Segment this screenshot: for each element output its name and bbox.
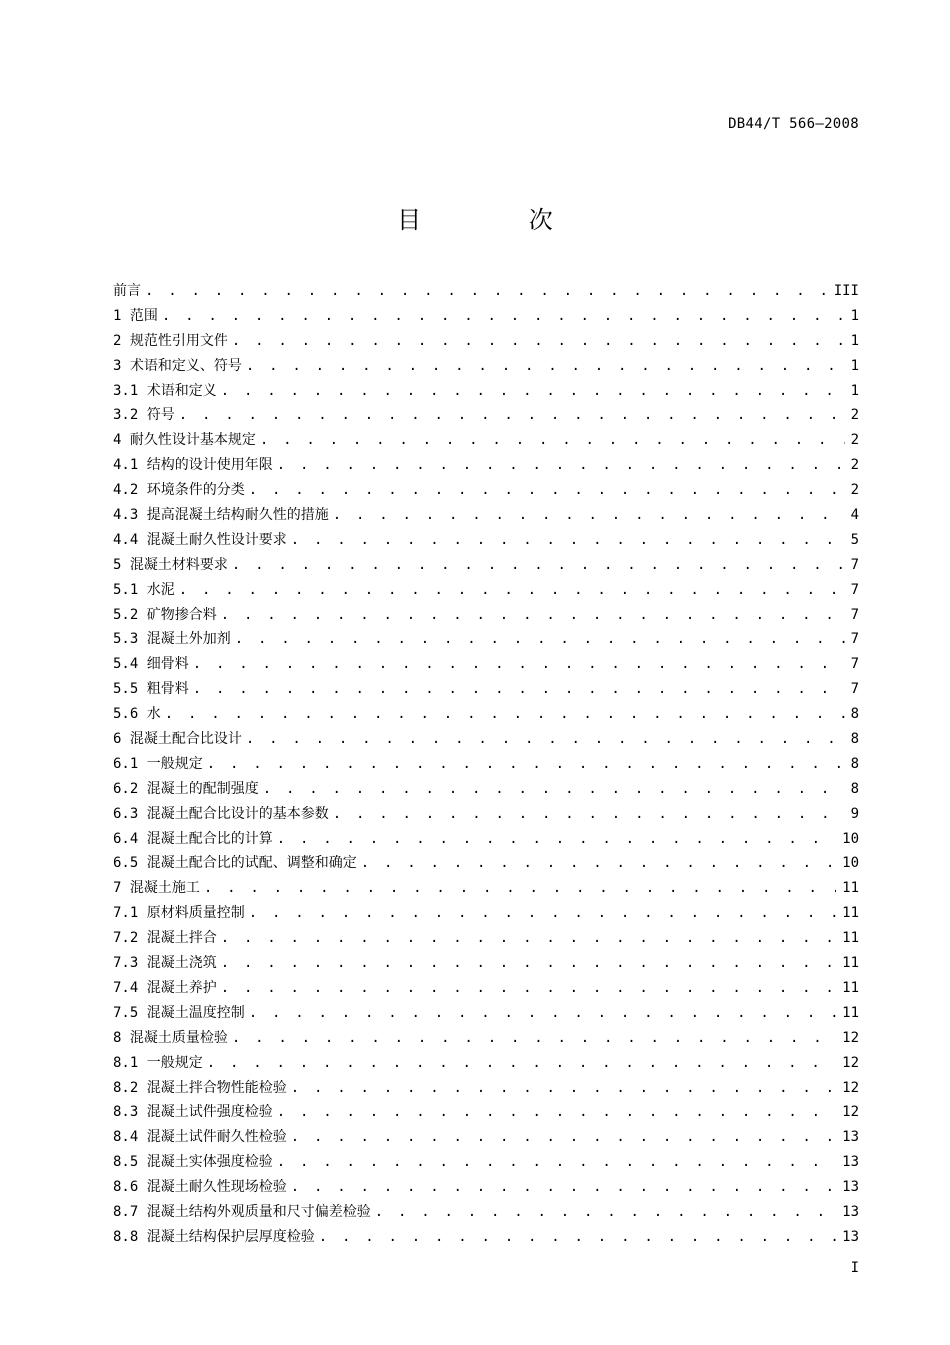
toc-entry[interactable] [113, 404, 859, 429]
toc-entry[interactable] [113, 678, 859, 703]
toc-dot-leader [277, 1154, 836, 1170]
toc-entry-page: 7 [850, 631, 859, 648]
toc-dot-leader [221, 607, 845, 623]
toc-entry-page: 2 [850, 482, 859, 499]
toc-entry[interactable] [113, 504, 859, 529]
toc-entry[interactable] [113, 728, 859, 753]
toc-entry[interactable] [113, 877, 859, 902]
toc-dot-leader [249, 1005, 836, 1021]
toc-dot-leader [207, 756, 845, 772]
toc-title: 目 次 [397, 206, 603, 234]
toc-entry-label: 8.5 混凝土实体强度检验 [113, 1154, 273, 1171]
toc-dot-leader [291, 1129, 836, 1145]
page-number: I [850, 1260, 859, 1276]
toc-dot-leader [319, 1229, 836, 1245]
toc-entry[interactable] [113, 429, 859, 454]
toc-dot-leader [179, 582, 845, 598]
toc-entry-label: 4.2 环境条件的分类 [113, 482, 245, 499]
toc-entry[interactable] [113, 753, 859, 778]
toc-entry-label: 前言 [113, 283, 141, 299]
toc-dot-leader [375, 1204, 836, 1220]
toc-entry-label: 8.4 混凝土试件耐久性检验 [113, 1129, 287, 1146]
toc-entry[interactable] [113, 579, 859, 604]
toc-entry-label: 6.1 一般规定 [113, 755, 203, 772]
toc-dot-leader [221, 383, 845, 399]
toc-entry-page: 2 [850, 407, 859, 424]
toc-entry[interactable] [113, 1226, 859, 1251]
toc-entry-page: 12 [842, 1104, 859, 1121]
toc-entry-page: 9 [850, 805, 859, 822]
toc-entry-label: 8.1 一般规定 [113, 1054, 203, 1071]
toc-entry-page: 1 [850, 307, 859, 324]
toc-entry-page: 11 [842, 905, 859, 922]
toc-entry[interactable] [113, 1176, 859, 1201]
toc-entry-label: 3.1 术语和定义 [113, 382, 217, 399]
toc-dot-leader [232, 557, 845, 573]
toc-entry-page: 2 [850, 432, 859, 449]
toc-entry-page: 12 [842, 1029, 859, 1046]
toc-entry-label: 1 范围 [113, 307, 158, 324]
toc-entry-label: 7.5 混凝土温度控制 [113, 1004, 245, 1021]
toc-entry-page: 10 [842, 830, 859, 847]
toc-entry[interactable] [113, 927, 859, 952]
toc-entry-page: 13 [842, 1179, 859, 1196]
toc-dot-leader [179, 407, 845, 423]
toc-dot-leader [333, 507, 845, 523]
toc-dot-leader [260, 432, 845, 448]
toc-entry-page: 11 [842, 1004, 859, 1021]
toc-entry-page: 1 [850, 332, 859, 349]
toc-entry-label: 6.2 混凝土的配制强度 [113, 780, 259, 797]
toc-entry-page: 13 [842, 1129, 859, 1146]
toc-entry-label: 7 混凝土施工 [113, 880, 200, 897]
toc-entry-page: III [833, 283, 859, 299]
toc-entry-label: 3 术语和定义、符号 [113, 357, 242, 374]
toc-dot-leader [291, 1080, 836, 1096]
toc-dot-leader [246, 358, 845, 374]
toc-entry-page: 11 [842, 930, 859, 947]
toc-entry-label: 5.6 水 [113, 706, 161, 723]
toc-entry-label: 8.8 混凝土结构保护层厚度检验 [113, 1228, 315, 1245]
toc-dot-leader [246, 731, 845, 747]
toc-entry-label: 6 混凝土配合比设计 [113, 731, 242, 748]
toc-entry-page: 12 [842, 1054, 859, 1071]
toc-dot-leader [207, 1055, 836, 1071]
toc-entry-page: 12 [842, 1079, 859, 1096]
toc-entry-label: 7.4 混凝土养护 [113, 979, 217, 996]
toc-entry-label: 7.3 混凝土浇筑 [113, 955, 217, 972]
toc-dot-leader [232, 333, 845, 349]
toc-dot-leader [235, 631, 845, 647]
toc-entry[interactable] [113, 305, 859, 330]
toc-dot-leader [221, 980, 836, 996]
toc-entry-page: 7 [850, 656, 859, 673]
toc-entry[interactable] [113, 554, 859, 579]
toc-entry[interactable] [113, 604, 859, 629]
toc-entry[interactable] [113, 653, 859, 678]
toc-entry[interactable] [113, 1002, 859, 1027]
toc-entry-page: 8 [850, 731, 859, 748]
toc-entry-label: 8.7 混凝土结构外观质量和尺寸偏差检验 [113, 1203, 371, 1220]
toc-entry[interactable] [113, 1126, 859, 1151]
toc-entry[interactable] [113, 1201, 859, 1226]
toc-entry-page: 13 [842, 1228, 859, 1245]
toc-dot-leader [277, 1104, 836, 1120]
toc-entry[interactable] [113, 529, 859, 554]
toc-entry-label: 8 混凝土质量检验 [113, 1029, 228, 1046]
toc-entry-page: 13 [842, 1154, 859, 1171]
toc-entry[interactable] [113, 454, 859, 479]
toc-entry[interactable] [113, 977, 859, 1002]
toc-entry-label: 3.2 符号 [113, 407, 175, 424]
toc-entry-label: 6.4 混凝土配合比的计算 [113, 830, 273, 847]
toc-entry-label: 5 混凝土材料要求 [113, 556, 228, 573]
toc-entry-page: 8 [850, 755, 859, 772]
toc-entry-page: 7 [850, 581, 859, 598]
toc-dot-leader [162, 308, 845, 324]
toc-entry-page: 2 [850, 457, 859, 474]
toc-dot-leader [193, 681, 845, 697]
toc-entry[interactable] [113, 952, 859, 977]
toc-entry-label: 6.3 混凝土配合比设计的基本参数 [113, 805, 329, 822]
toc-entry-page: 7 [850, 556, 859, 573]
toc-entry-label: 7.1 原材料质量控制 [113, 905, 245, 922]
toc-entry-page: 5 [850, 531, 859, 548]
toc-entry[interactable] [113, 479, 859, 504]
toc-dot-leader [165, 706, 845, 722]
toc-dot-leader [277, 457, 845, 473]
toc-entry-label: 8.3 混凝土试件强度检验 [113, 1104, 273, 1121]
toc-entry[interactable] [113, 1027, 859, 1052]
toc-entry-page: 11 [842, 979, 859, 996]
toc-entry-page: 8 [850, 780, 859, 797]
toc-entry-label: 5.1 水泥 [113, 581, 175, 598]
toc-entry-page: 10 [842, 855, 859, 872]
toc-dot-leader [145, 283, 828, 299]
toc-entry[interactable] [113, 330, 859, 355]
toc-entry[interactable] [113, 803, 859, 828]
toc-dot-leader [277, 831, 836, 847]
toc-entry-label: 5.3 混凝土外加剂 [113, 631, 231, 648]
toc-entry[interactable] [113, 778, 859, 803]
toc-entry-label: 5.5 粗骨料 [113, 681, 189, 698]
toc-entry-label: 8.2 混凝土拌合物性能检验 [113, 1079, 287, 1096]
toc-entry-page: 8 [850, 706, 859, 723]
toc-dot-leader [263, 781, 845, 797]
toc-entry-label: 2 规范性引用文件 [113, 332, 228, 349]
toc-entry-page: 7 [850, 606, 859, 623]
toc-entry-page: 7 [850, 681, 859, 698]
toc-entry-label: 4 耐久性设计基本规定 [113, 432, 256, 449]
toc-dot-leader [232, 1030, 836, 1046]
toc-entry-label: 5.2 矿物掺合料 [113, 606, 217, 623]
toc-entry[interactable] [113, 852, 859, 877]
toc-entry-label: 7.2 混凝土拌合 [113, 930, 217, 947]
toc-entry-page: 11 [842, 880, 859, 897]
toc-entry[interactable] [113, 1077, 859, 1102]
table-of-contents [113, 280, 859, 1251]
toc-dot-leader [204, 880, 836, 896]
toc-entry[interactable] [113, 1151, 859, 1176]
toc-entry-page: 4 [850, 507, 859, 524]
toc-dot-leader [221, 930, 836, 946]
toc-entry-page: 1 [850, 357, 859, 374]
toc-entry[interactable] [113, 355, 859, 380]
toc-entry-label: 4.1 结构的设计使用年限 [113, 457, 273, 474]
toc-dot-leader [333, 806, 845, 822]
toc-entry-page: 13 [842, 1203, 859, 1220]
toc-dot-leader [291, 1179, 836, 1195]
toc-entry[interactable] [113, 280, 859, 305]
toc-dot-leader [249, 482, 845, 498]
toc-entry-label: 4.3 提高混凝土结构耐久性的措施 [113, 507, 329, 524]
toc-entry[interactable] [113, 628, 859, 653]
toc-entry[interactable] [113, 1052, 859, 1077]
toc-dot-leader [193, 656, 845, 672]
toc-entry-label: 4.4 混凝土耐久性设计要求 [113, 531, 287, 548]
toc-dot-leader [221, 955, 836, 971]
toc-entry-label: 8.6 混凝土耐久性现场检验 [113, 1179, 287, 1196]
toc-entry[interactable] [113, 703, 859, 728]
toc-entry-page: 1 [850, 382, 859, 399]
toc-entry-label: 5.4 细骨料 [113, 656, 189, 673]
toc-entry-label: 6.5 混凝土配合比的试配、调整和确定 [113, 855, 357, 872]
toc-entry-page: 11 [842, 955, 859, 972]
toc-entry[interactable] [113, 902, 859, 927]
toc-entry[interactable] [113, 1101, 859, 1126]
document-code: DB44/T 566—2008 [728, 116, 859, 132]
toc-dot-leader [291, 532, 845, 548]
toc-dot-leader [361, 855, 836, 871]
toc-entry[interactable] [113, 380, 859, 405]
toc-entry[interactable] [113, 828, 859, 853]
toc-dot-leader [249, 905, 836, 921]
